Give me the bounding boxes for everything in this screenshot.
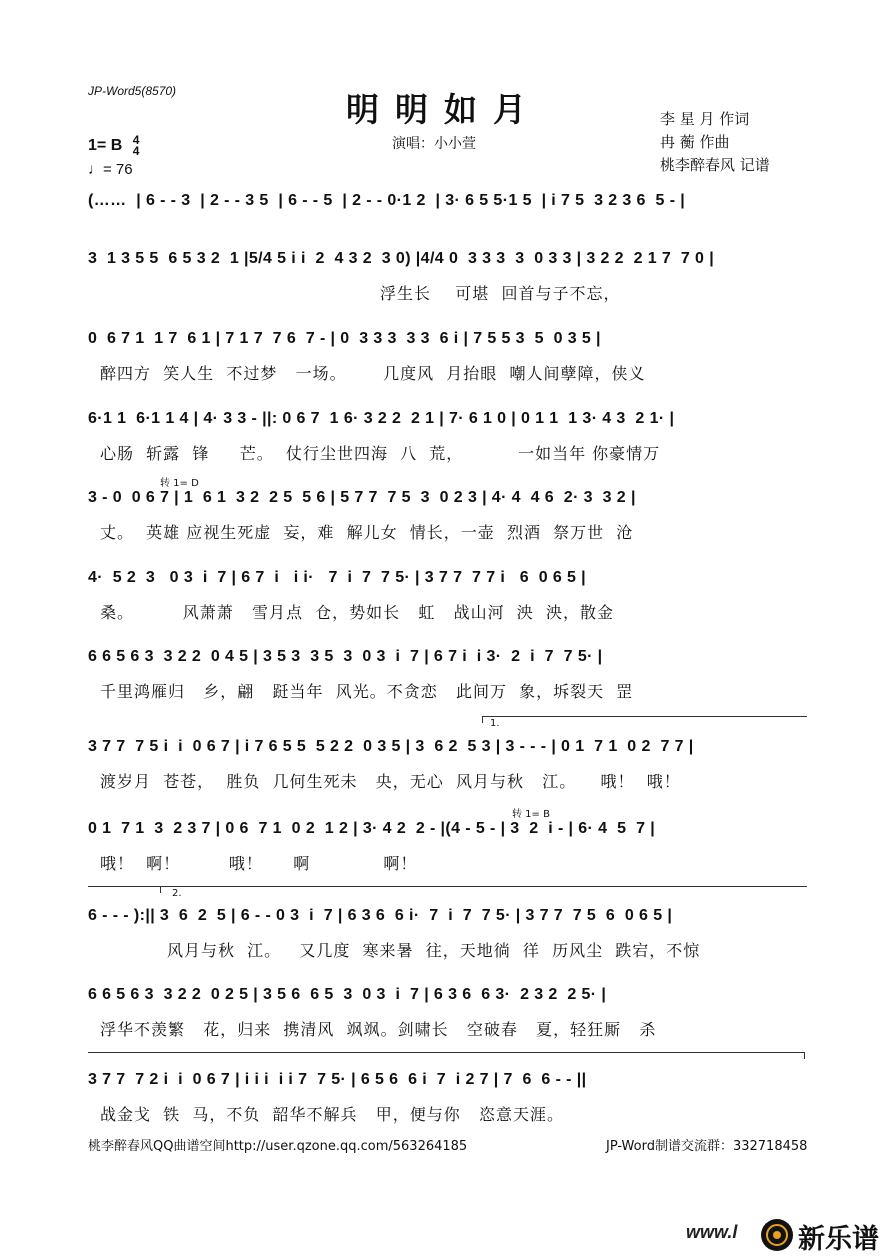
lyric-line: 浮生长 可堪 回首与子不忘，: [100, 284, 621, 303]
notation-line: 3 7 7 7 2 i i 0 6 7 | i i i i i 7 7 5· | 6 5 6 6 i 7 i 2 7 | 7 6 6 - - ||: [88, 1071, 587, 1088]
song-title: 明明如月: [346, 90, 542, 129]
singer-credit: 演唱：小小萱: [392, 136, 476, 152]
site-watermark: [676, 1212, 888, 1256]
footer-group-info: JP-Word制谱交流群：332718458: [606, 1139, 808, 1154]
lyric-line: 丈。 英雄 应视生死虚 妄，难 解儿女 情长，一壶 烈酒 祭万世 沧: [100, 523, 634, 542]
credits-block: [660, 108, 770, 177]
notation-line: 4· 5 2 3 0 3 i 7 | 6 7 i i i· 7 i 7 7 5· | 3 7 7 7 7 i 6 0 6 5 |: [88, 569, 587, 586]
disc-logo-icon: [760, 1218, 794, 1256]
notation-line: 6·1 1 6·1 1 4 | 4· 3 3 - ||: 0 6 7 1 6· 3 2 2 2 1 | 7· 6 1 0 | 0 1 1 1 3· 4 3 2 1· |: [88, 410, 675, 427]
key-label: 1= B: [88, 137, 123, 155]
lyric-line: 桑。 风萧萧 雪月点 仓，势如长 虹 战山河 泱 泱，散金: [100, 603, 614, 622]
footer-qzone-link: 桃李醉春风QQ曲谱空间http://user.qzone.qq.com/563264185: [88, 1139, 468, 1154]
software-version: JP-Word5(8570): [88, 84, 177, 98]
lyric-line: 醉四方 笑人生 不过梦 一场。 几度风 月抬眼 嘲人间孽障，侠义: [100, 364, 646, 383]
notation-line: 0 1 7 1 3 2 3 7 | 0 6 7 1 0 2 1 2 | 3· 4 2 2 - |(4 - 5 - | 3 2 i - | 6· 4 5 7 |: [88, 820, 656, 837]
watermark-url: www.l: [686, 1222, 738, 1242]
notation-line: 3 - 0 0 6 7 | 1 6 1 3 2 2 5 5 6 | 5 7 7 7 5 3 0 2 3 | 4· 4 4 6 2· 3 3 2 |: [88, 489, 636, 506]
composer-credit: 冉 蘅 作曲: [660, 133, 730, 151]
notation-line: 0 6 7 1 1 7 6 1 | 7 1 7 7 6 7 - | 0 3 3 3 3 3 6 i | 7 5 5 3 5 0 3 5 |: [88, 330, 601, 347]
volta-bracket-1-end: [88, 886, 160, 893]
lyricist-credit: 李 星 月 作词: [660, 110, 750, 128]
transcriber-credit: 桃李醉春风 记谱: [660, 156, 770, 174]
lyric-line: 浮华不羡繁 花，归来 携清风 飒飒。剑啸长 空破春 夏，轻狂厮 杀: [100, 1020, 657, 1039]
lyric-line: [100, 221, 800, 243]
notation-line: 3 7 7 7 5 i i 0 6 7 | i 7 6 5 5 5 2 2 0 3 5 | 3 6 2 5 3 | 3 - - - | 0 1 7 1 0 2 7 7 |: [88, 738, 694, 755]
notation-line: 6 6 5 6 3 3 2 2 0 4 5 | 3 5 3 3 5 3 0 3 i 7 | 6 7 i i 3· 2 i 7 7 5· |: [88, 648, 603, 665]
time-bottom: 4: [132, 144, 140, 158]
notation-line: (…… | 6 - - 3 | 2 - - 3 5 | 6 - - 5 | 2 - - 0·1 2 | 3· 6 5 5·1 5 | i 7 5 3 2 3 6 5 - |: [88, 192, 686, 209]
lyric-line: 哦！ 啊！ 哦！ 啊 啊！: [100, 854, 418, 873]
volta-bracket-2-end: [88, 1052, 805, 1059]
time-top: 4: [132, 133, 140, 147]
modulation-mark-d: 转 1= D: [160, 478, 199, 489]
lyric-line: 风月与秋 江。 又几度 寒来暑 往，天地徜 徉 历风尘 跌宕，不惊: [100, 941, 701, 960]
watermark-site-name: 新乐谱: [798, 1224, 879, 1255]
notation-line: 3 1 3 5 5 6 5 3 2 1 |5/4 5 i i 2 4 3 2 3 0) |4/4 0 3 3 3 3 0 3 3 | 3 2 2 2 1 7 7 0 |: [88, 250, 715, 267]
volta-bracket-1: [482, 716, 807, 723]
volta-bracket-2: [160, 886, 807, 893]
lyric-line: 渡岁月 苍苍， 胜负 几何生死未 央，无心 风月与秋 江。 哦！ 哦！: [100, 772, 681, 791]
lyric-line: 心肠 斩露 锋 芒。 仗行尘世四海 八 荒， 一如当年 你豪情万: [100, 444, 661, 463]
key-signature: [88, 135, 139, 157]
lyric-line: 千里鸿雁归 乡，翩 跹当年 风光。不贪恋 此间万 象，坼裂天 罡: [100, 682, 634, 701]
notation-line: 6 6 5 6 3 3 2 2 0 2 5 | 3 5 6 6 5 3 0 3 i 7 | 6 3 6 6 3· 2 3 2 2 5· |: [88, 986, 607, 1003]
modulation-mark-b: 转 1= B: [512, 809, 550, 820]
volta-label-1: 1.: [490, 718, 500, 729]
tempo-marking: ♩= 76: [88, 161, 133, 178]
notation-line: 6 - - - ):|| 3 6 2 5 | 6 - - 0 3 i 7 | 6 3 6 6 i· 7 i 7 7 5· | 3 7 7 7 5 6 0 6 5 |: [88, 907, 673, 924]
volta-label-2: 2.: [172, 888, 182, 899]
lyric-line: 战金戈 铁 马，不负 韶华不解兵 甲，便与你 恣意天涯。: [100, 1105, 565, 1124]
time-signature: [133, 135, 140, 157]
